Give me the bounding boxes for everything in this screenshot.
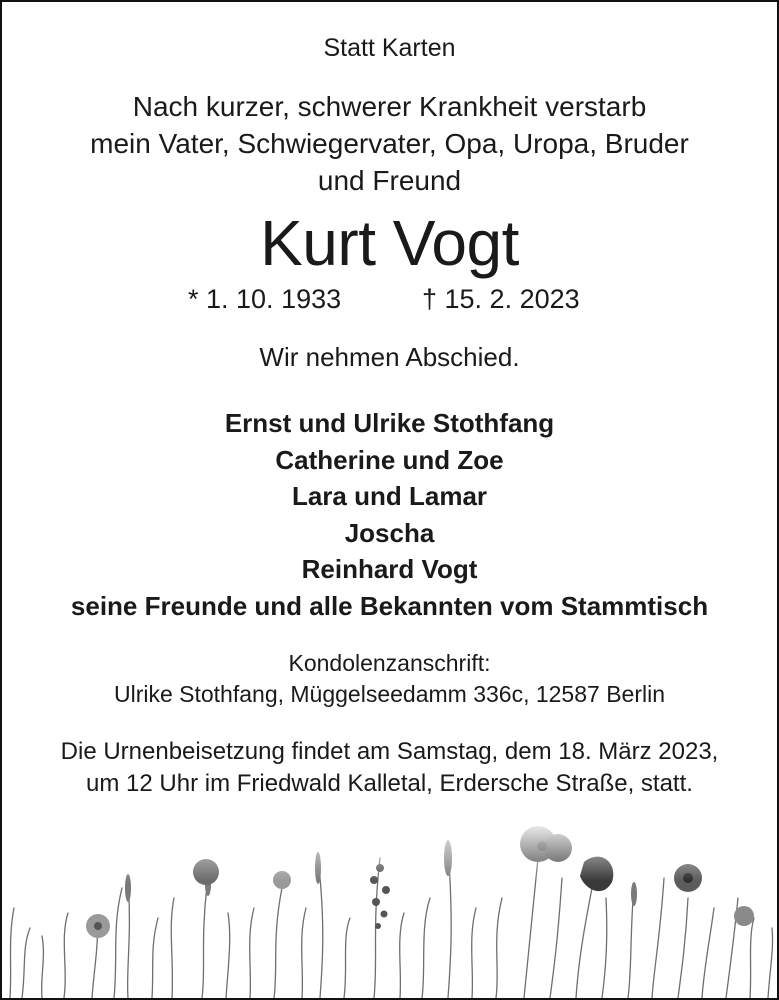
- wildflower-meadow-illustration: [2, 818, 777, 998]
- mourner-line: Lara und Lamar: [291, 481, 488, 511]
- intro-text: [2, 88, 777, 199]
- mourner-line: Catherine und Zoe: [275, 444, 504, 475]
- burial-line: Die Urnenbeisetzung findet am Samstag, dem 18. März 2023,: [60, 738, 719, 765]
- birth-date: * 1. 10. 1933: [188, 284, 342, 314]
- deceased-name: Kurt Vogt: [260, 207, 519, 279]
- mourners-list: [2, 405, 777, 624]
- burial-line: um 12 Uhr im Friedwald Kalletal, Erdersche Straße, statt.: [86, 770, 693, 797]
- condolence-address: Ulrike Stothfang, Müggelseedamm 336c, 12587 Berlin: [113, 681, 666, 707]
- death-date: † 15. 2. 2023: [422, 284, 580, 314]
- burial-info: [2, 736, 777, 800]
- condolence-label: Kondolenzanschrift:: [288, 650, 491, 676]
- condolence-block: [2, 648, 777, 710]
- mourner-line: Reinhard Vogt: [301, 554, 478, 584]
- life-dates: [2, 284, 777, 320]
- mourner-line: Ernst und Ulrike Stothfang: [224, 408, 555, 438]
- kicker-text: Statt Karten: [323, 34, 456, 62]
- intro-line: und Freund: [317, 165, 462, 196]
- farewell-text: Wir nehmen Abschied.: [259, 342, 520, 372]
- mourner-line: Joscha: [344, 517, 435, 548]
- intro-line: mein Vater, Schwiegervater, Opa, Uropa, Bruder: [90, 128, 689, 159]
- intro-line: Nach kurzer, schwerer Krankheit verstarb: [132, 91, 647, 122]
- mourner-line: seine Freunde und alle Bekannten vom Stammtisch: [70, 590, 709, 621]
